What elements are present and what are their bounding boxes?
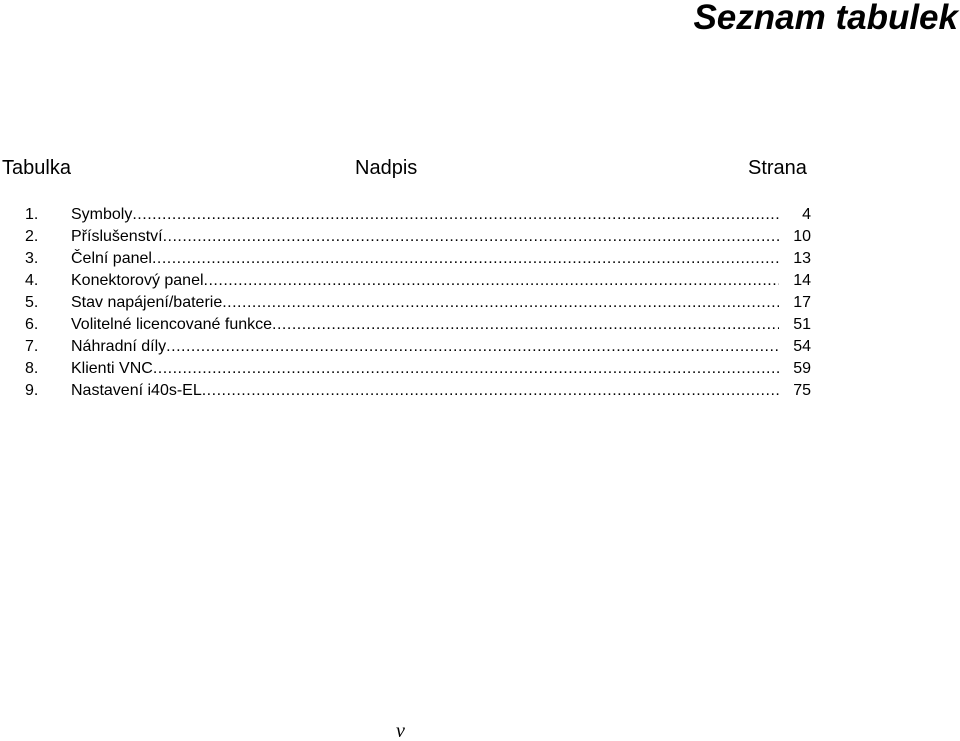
entry-page-number: 13 [793, 250, 811, 267]
entry-number: 5. [25, 294, 39, 311]
entry-title: Stav napájení/baterie [71, 294, 223, 311]
toc-entry[interactable] [0, 292, 960, 314]
entry-page-number: 17 [793, 294, 811, 311]
entry-title: Náhradní díly [71, 338, 167, 355]
entry-title: Nastavení i40s-EL [71, 382, 202, 399]
page-title: Seznam tabulek [693, 0, 958, 37]
entry-page-number: 10 [793, 228, 811, 245]
page-number-footer: v [396, 720, 405, 741]
entry-number: 4. [25, 272, 39, 289]
dot-leader [163, 226, 779, 248]
dot-leader [272, 314, 779, 336]
column-header-table: Tabulka [2, 157, 71, 179]
toc-entry[interactable] [0, 248, 960, 270]
dot-leader [153, 358, 779, 380]
dot-leader [166, 336, 779, 358]
entry-title: Klienti VNC [71, 360, 153, 377]
entry-title-line [71, 270, 779, 292]
entry-page-number: 4 [802, 206, 811, 223]
entry-title-line [71, 358, 779, 380]
entry-title: Symboly [71, 206, 133, 223]
column-header-heading: Nadpis [355, 157, 418, 179]
toc-entry[interactable] [0, 226, 960, 248]
entry-number: 7. [25, 338, 39, 355]
toc-entry[interactable] [0, 314, 960, 336]
entry-number: 6. [25, 316, 39, 333]
entry-number: 8. [25, 360, 39, 377]
dot-leader [222, 292, 779, 314]
dot-leader [202, 380, 779, 402]
column-header-page: Strana [748, 157, 807, 179]
entry-title-line [71, 336, 779, 358]
entry-title: Volitelné licencované funkce [71, 316, 273, 333]
entry-title-line [71, 226, 779, 248]
toc-entry[interactable] [0, 358, 960, 380]
toc-entry[interactable] [0, 204, 960, 226]
toc-entry[interactable] [0, 270, 960, 292]
entry-number: 3. [25, 250, 39, 267]
entry-title-line [71, 292, 779, 314]
toc-entry[interactable] [0, 380, 960, 402]
entry-title: Konektorový panel [71, 272, 204, 289]
entry-number: 9. [25, 382, 39, 399]
toc-entry[interactable] [0, 336, 960, 358]
dot-leader [204, 270, 779, 292]
entry-page-number: 59 [793, 360, 811, 377]
entry-page-number: 54 [793, 338, 811, 355]
entry-title-line [71, 204, 779, 226]
entry-page-number: 51 [793, 316, 811, 333]
entry-title-line [71, 314, 779, 336]
entry-title-line [71, 380, 779, 402]
entry-number: 2. [25, 228, 39, 245]
entry-page-number: 14 [793, 272, 811, 289]
entry-title: Čelní panel [71, 250, 152, 267]
entry-title-line [71, 248, 779, 270]
dot-leader [152, 248, 779, 270]
table-of-tables [0, 204, 960, 402]
dot-leader [132, 204, 779, 226]
entry-page-number: 75 [793, 382, 811, 399]
entry-title: Příslušenství [71, 228, 163, 245]
entry-number: 1. [25, 206, 39, 223]
